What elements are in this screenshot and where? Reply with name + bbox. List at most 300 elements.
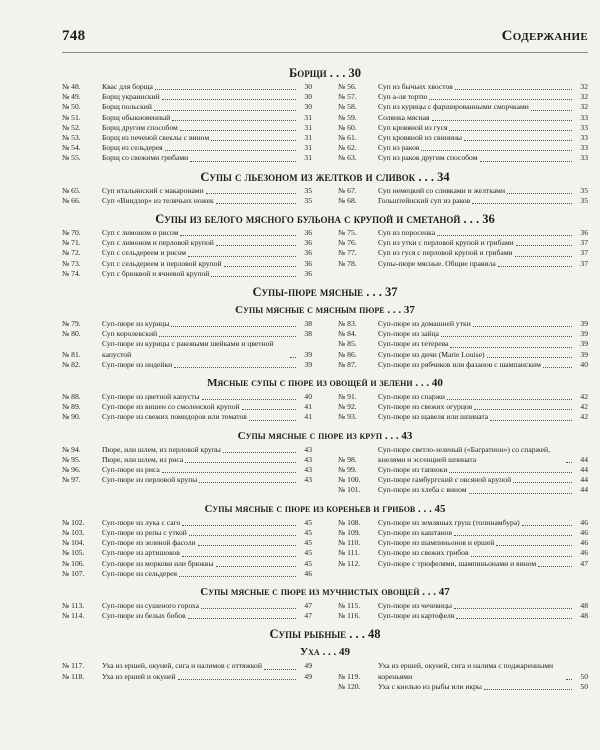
entry-text-wrap bbox=[378, 528, 574, 538]
toc-entry[interactable] bbox=[338, 402, 588, 412]
entry-text-wrap bbox=[102, 475, 298, 485]
dot-leader bbox=[449, 130, 572, 131]
toc-entry[interactable] bbox=[62, 611, 312, 621]
entry-page: 45 bbox=[304, 548, 312, 558]
section-title: Супы с льезоном из желтков и сливок bbox=[200, 169, 416, 184]
entry-title: Суп-пюре из тапиоки bbox=[378, 465, 448, 475]
section-leader: . . . bbox=[412, 377, 432, 390]
entry-page: 31 bbox=[304, 112, 312, 122]
entry-page: 33 bbox=[580, 122, 588, 132]
dot-leader bbox=[487, 357, 573, 358]
dot-leader bbox=[522, 525, 572, 526]
dot-leader bbox=[179, 576, 296, 577]
entry-columns bbox=[62, 186, 588, 206]
section-page: 45 bbox=[434, 502, 446, 515]
entry-page: 39 bbox=[580, 339, 588, 349]
entry-page: 42 bbox=[580, 392, 588, 402]
entry-number: № 57. bbox=[338, 92, 357, 102]
entry-page: 43 bbox=[304, 454, 312, 464]
section-page: 34 bbox=[437, 169, 450, 184]
entry-number: № 76. bbox=[338, 238, 357, 248]
right-column bbox=[338, 186, 588, 206]
dot-leader bbox=[206, 193, 296, 194]
entry-title: Суп а-ля тортю bbox=[378, 92, 428, 102]
entry-page: 47 bbox=[304, 611, 312, 621]
entry-page: 37 bbox=[580, 248, 588, 258]
toc-entry[interactable] bbox=[338, 475, 588, 485]
entry-title: Борщ обыкновенный bbox=[102, 112, 171, 122]
entry-number: № 87. bbox=[338, 359, 357, 369]
toc-entry[interactable] bbox=[338, 248, 588, 258]
entry-columns bbox=[62, 82, 588, 164]
toc-entry[interactable] bbox=[338, 196, 588, 206]
entry-columns bbox=[62, 228, 588, 279]
entry-title: Суп из курицы с фаршированными сморчками bbox=[378, 102, 529, 112]
section-page: 36 bbox=[482, 212, 495, 227]
right-column bbox=[338, 392, 588, 423]
toc-entry[interactable] bbox=[338, 319, 588, 329]
toc-entry[interactable] bbox=[338, 682, 588, 692]
section-title: Уха bbox=[300, 646, 320, 659]
entry-title: Суп с лимоном и перловой крупой bbox=[102, 238, 214, 248]
entry-text-wrap bbox=[378, 82, 574, 92]
dot-leader bbox=[566, 462, 572, 463]
entry-text-wrap bbox=[102, 538, 298, 548]
toc-entry[interactable] bbox=[62, 538, 312, 548]
toc-entry[interactable] bbox=[338, 611, 588, 621]
right-column bbox=[338, 661, 588, 692]
entry-number: № 118. bbox=[62, 671, 85, 681]
toc-entry[interactable] bbox=[62, 259, 312, 269]
section-leader: . . . bbox=[319, 646, 339, 659]
entry-number: № 83. bbox=[338, 319, 357, 329]
section-title: Борщи bbox=[288, 66, 327, 80]
entry-number: № 96. bbox=[62, 465, 81, 475]
entry-title: Суп-пюре из свежих помидоров или томатов bbox=[102, 412, 247, 422]
entry-text-wrap bbox=[378, 661, 574, 681]
toc-entry[interactable] bbox=[62, 196, 312, 206]
entry-title: Суп с лимоном и рисом bbox=[102, 228, 179, 238]
entry-number: № 56. bbox=[338, 82, 357, 91]
entry-number: № 49. bbox=[62, 92, 81, 102]
entry-page: 32 bbox=[580, 102, 588, 112]
entry-text-wrap bbox=[102, 569, 298, 579]
entry-page: 45 bbox=[304, 538, 312, 548]
entry-text-wrap bbox=[102, 133, 298, 143]
entry-page: 35 bbox=[580, 195, 588, 205]
entry-title: Суп-пюре из цветной капусты bbox=[102, 392, 200, 402]
toc-entry[interactable] bbox=[338, 259, 588, 269]
toc-entry[interactable] bbox=[338, 133, 588, 143]
entry-title: Борщ из сельдерея bbox=[102, 143, 163, 153]
entry-text-wrap bbox=[378, 123, 574, 133]
dot-leader bbox=[538, 566, 572, 567]
entry-title: Суп-пюре с трюфелями, шампиньонами и вином bbox=[378, 558, 537, 568]
section-heading bbox=[62, 66, 588, 80]
entry-page: 49 bbox=[304, 661, 312, 671]
left-column bbox=[62, 228, 312, 279]
entry-text-wrap bbox=[102, 559, 298, 569]
toc-entry[interactable] bbox=[62, 153, 312, 163]
entry-number: № 119. bbox=[338, 671, 361, 681]
entry-page: 46 bbox=[304, 568, 312, 578]
toc-entry[interactable] bbox=[62, 82, 312, 92]
dot-leader bbox=[454, 608, 572, 609]
toc-entry[interactable] bbox=[62, 248, 312, 258]
entry-title: Уха из ершей и окуней bbox=[102, 671, 176, 681]
entry-text-wrap bbox=[378, 196, 574, 206]
entry-number: № 77. bbox=[338, 248, 357, 258]
entry-page: 44 bbox=[580, 485, 588, 495]
entry-page: 33 bbox=[580, 112, 588, 122]
dot-leader bbox=[165, 150, 296, 151]
section-leader: . . . bbox=[419, 585, 439, 598]
toc-entry[interactable] bbox=[62, 518, 312, 528]
entry-text-wrap bbox=[102, 339, 298, 359]
entry-number: № 95. bbox=[62, 454, 81, 464]
entry-number: № 106. bbox=[62, 558, 85, 568]
toc-entry[interactable] bbox=[338, 238, 588, 248]
entry-number: № 70. bbox=[62, 228, 81, 238]
entry-columns bbox=[62, 518, 588, 579]
toc-entry[interactable] bbox=[62, 123, 312, 133]
toc-entry[interactable] bbox=[338, 228, 588, 238]
toc-entry[interactable] bbox=[338, 329, 588, 339]
entry-text-wrap bbox=[102, 113, 298, 123]
entry-number: № 103. bbox=[62, 527, 85, 537]
entry-page: 45 bbox=[304, 558, 312, 568]
entry-text-wrap bbox=[102, 259, 298, 269]
dot-leader bbox=[531, 110, 572, 111]
dot-leader bbox=[566, 679, 572, 680]
dot-leader bbox=[437, 235, 572, 236]
toc-entry[interactable] bbox=[62, 455, 312, 465]
toc-entry[interactable] bbox=[62, 329, 312, 339]
dot-leader bbox=[290, 357, 296, 358]
dot-leader bbox=[199, 482, 296, 483]
entry-page: 46 bbox=[580, 548, 588, 558]
dot-leader bbox=[484, 689, 572, 690]
entry-page: 44 bbox=[580, 454, 588, 464]
entry-title: Суп из утки с перловой крупой и грибами bbox=[378, 238, 514, 248]
dot-leader bbox=[432, 120, 572, 121]
entry-number: № 97. bbox=[62, 475, 81, 485]
toc-entry[interactable] bbox=[338, 601, 588, 611]
entry-page: 35 bbox=[304, 195, 312, 205]
section-leader: . . . bbox=[415, 169, 438, 184]
section-page: 40 bbox=[431, 377, 443, 390]
entry-columns bbox=[62, 445, 588, 496]
entry-number: № 50. bbox=[62, 102, 81, 112]
entry-text-wrap bbox=[378, 475, 574, 485]
section-title: Супы мясные с пюре из мучнистых овощей bbox=[200, 585, 420, 598]
entry-page: 36 bbox=[304, 248, 312, 258]
header-rule bbox=[62, 52, 588, 53]
toc-entry[interactable] bbox=[62, 186, 312, 196]
section-leader: . . . bbox=[384, 304, 404, 317]
dot-leader bbox=[450, 347, 572, 348]
entry-page: 43 bbox=[304, 444, 312, 454]
entry-page: 30 bbox=[304, 102, 312, 112]
toc-entry[interactable] bbox=[62, 269, 312, 279]
entry-text-wrap bbox=[102, 238, 298, 248]
dot-leader bbox=[449, 472, 572, 473]
entry-number: № 114. bbox=[62, 611, 85, 621]
section-title: Супы из белого мясного бульона с крупой и сметаной bbox=[155, 212, 461, 227]
entry-number: № 108. bbox=[338, 517, 361, 527]
toc-entry[interactable] bbox=[338, 559, 588, 569]
toc-entry[interactable] bbox=[338, 350, 588, 360]
toc-entry[interactable] bbox=[338, 102, 588, 112]
entry-title: Суп-пюре из шампиньонов и ершей bbox=[378, 538, 495, 548]
toc-entry[interactable] bbox=[338, 153, 588, 163]
dot-leader bbox=[154, 110, 296, 111]
toc-entry[interactable] bbox=[62, 465, 312, 475]
toc-entry[interactable] bbox=[338, 123, 588, 133]
entry-number: № 80. bbox=[62, 329, 81, 339]
toc-entry[interactable] bbox=[62, 528, 312, 538]
toc-entry[interactable] bbox=[338, 548, 588, 558]
entry-page: 45 bbox=[304, 527, 312, 537]
toc-entry[interactable] bbox=[62, 392, 312, 402]
toc-entry[interactable] bbox=[62, 672, 312, 682]
entry-text-wrap bbox=[102, 228, 298, 238]
entry-title: Уха из ершей, окуней, сига и налима с поджаренными кореньями bbox=[378, 661, 554, 681]
entry-page: 31 bbox=[304, 122, 312, 132]
entry-text-wrap bbox=[378, 259, 574, 269]
entry-page: 36 bbox=[304, 228, 312, 238]
entry-title: Борщ из печеной свеклы с вином bbox=[102, 133, 210, 143]
entry-title: Суп-пюре из хлеба с вином bbox=[378, 485, 467, 495]
left-column bbox=[62, 186, 312, 206]
entry-page: 45 bbox=[304, 517, 312, 527]
entry-number: № 102. bbox=[62, 517, 85, 527]
toc-entry[interactable] bbox=[338, 92, 588, 102]
dot-leader bbox=[202, 399, 296, 400]
toc-entry[interactable] bbox=[338, 360, 588, 370]
entry-title: Суп из раков bbox=[378, 143, 420, 153]
entry-text-wrap bbox=[378, 350, 574, 360]
table-of-contents bbox=[62, 64, 588, 698]
toc-entry[interactable] bbox=[62, 339, 312, 359]
entry-title: Уха с кнелью из рыбы или икры bbox=[378, 681, 482, 691]
entry-number: № 58. bbox=[338, 102, 357, 112]
entry-text-wrap bbox=[378, 319, 574, 329]
section-title: Супы мясные с мясным пюре bbox=[235, 304, 385, 317]
toc-entry[interactable] bbox=[338, 465, 588, 475]
entry-number: № 75. bbox=[338, 228, 357, 238]
toc-entry[interactable] bbox=[338, 485, 588, 495]
dot-leader bbox=[180, 130, 296, 131]
dot-leader bbox=[441, 336, 572, 337]
entry-page: 43 bbox=[304, 465, 312, 475]
page-number: 748 bbox=[62, 28, 86, 44]
entry-number: № 86. bbox=[338, 349, 357, 359]
entry-title: Борщ украинский bbox=[102, 92, 160, 102]
dot-leader bbox=[472, 203, 572, 204]
dot-leader bbox=[464, 140, 572, 141]
section-title: Мясные супы с пюре из овощей и зелени bbox=[207, 377, 413, 390]
entry-text-wrap bbox=[378, 113, 574, 123]
entry-page: 37 bbox=[580, 258, 588, 268]
toc-entry[interactable] bbox=[338, 518, 588, 528]
toc-entry[interactable] bbox=[62, 238, 312, 248]
entry-title: Суп-пюре из курицы с раковыми шейками и цветной капустой bbox=[102, 339, 274, 359]
toc-entry[interactable] bbox=[62, 412, 312, 422]
dot-leader bbox=[171, 326, 296, 327]
section-heading bbox=[62, 376, 588, 390]
dot-leader bbox=[185, 462, 296, 463]
entry-title: Суп из поросенка bbox=[378, 228, 436, 238]
entry-title: Суп-пюре из белых бобов bbox=[102, 611, 186, 621]
toc-entry[interactable] bbox=[62, 661, 312, 671]
dot-leader bbox=[507, 193, 572, 194]
section-leader: . . . bbox=[460, 212, 483, 227]
dot-leader bbox=[455, 89, 572, 90]
dot-leader bbox=[454, 535, 572, 536]
toc-entry[interactable] bbox=[62, 360, 312, 370]
toc-entry[interactable] bbox=[338, 143, 588, 153]
entry-title: Суп-пюре из свежих грибов bbox=[378, 548, 469, 558]
entry-title: Суп-пюре из артишоков bbox=[102, 548, 180, 558]
entry-title: Суп из бычьих хвостов bbox=[378, 82, 453, 91]
section-page: 49 bbox=[338, 646, 350, 659]
entry-number: № 66. bbox=[62, 195, 81, 205]
toc-entry[interactable] bbox=[62, 445, 312, 455]
entry-number: № 85. bbox=[338, 339, 357, 349]
dot-leader bbox=[480, 161, 573, 162]
entry-page: 35 bbox=[580, 185, 588, 195]
entry-title: Солянка мясная bbox=[378, 112, 430, 122]
entry-number: № 51. bbox=[62, 112, 81, 122]
entry-page: 49 bbox=[304, 671, 312, 681]
entry-text-wrap bbox=[378, 538, 574, 548]
section-title: Супы рыбные bbox=[269, 627, 347, 642]
dot-leader bbox=[174, 367, 296, 368]
entry-page: 39 bbox=[580, 349, 588, 359]
dot-leader bbox=[447, 399, 572, 400]
section-heading bbox=[62, 585, 588, 599]
dot-leader bbox=[224, 266, 296, 267]
toc-entry[interactable] bbox=[62, 569, 312, 579]
entry-title: Борщ со свежими грибами bbox=[102, 153, 189, 163]
toc-entry[interactable] bbox=[338, 538, 588, 548]
toc-entry[interactable] bbox=[338, 528, 588, 538]
entry-page: 31 bbox=[304, 143, 312, 153]
dot-leader bbox=[474, 409, 572, 410]
dot-leader bbox=[182, 525, 296, 526]
entry-page: 43 bbox=[304, 475, 312, 485]
dot-leader bbox=[249, 420, 296, 421]
toc-entry[interactable] bbox=[338, 661, 588, 681]
entry-number: № 52. bbox=[62, 122, 81, 132]
toc-entry[interactable] bbox=[338, 186, 588, 196]
toc-entry[interactable] bbox=[62, 475, 312, 485]
dot-leader bbox=[172, 120, 296, 121]
dot-leader bbox=[421, 150, 572, 151]
dot-leader bbox=[516, 245, 572, 246]
toc-entry[interactable] bbox=[62, 92, 312, 102]
entry-text-wrap bbox=[378, 402, 574, 412]
toc-entry[interactable] bbox=[338, 412, 588, 422]
entry-page: 30 bbox=[304, 82, 312, 91]
toc-entry[interactable] bbox=[338, 445, 588, 465]
entry-text-wrap bbox=[102, 392, 298, 402]
entry-text-wrap bbox=[102, 102, 298, 112]
section-heading bbox=[62, 212, 588, 226]
entry-number: № 84. bbox=[338, 329, 357, 339]
entry-number: № 105. bbox=[62, 548, 85, 558]
entry-page: 48 bbox=[580, 611, 588, 621]
section-heading bbox=[62, 645, 588, 659]
entry-text-wrap bbox=[378, 133, 574, 143]
running-header: Содержание bbox=[501, 28, 588, 44]
entry-number: № 112. bbox=[338, 558, 361, 568]
entry-page: 40 bbox=[304, 392, 312, 402]
section-title: Супы мясные с пюре из круп bbox=[237, 429, 383, 442]
entry-text-wrap bbox=[102, 611, 298, 621]
dot-leader bbox=[178, 679, 296, 680]
toc-entry[interactable] bbox=[62, 143, 312, 153]
section-page: 30 bbox=[348, 66, 362, 80]
left-column bbox=[62, 445, 312, 496]
toc-entry[interactable] bbox=[338, 82, 588, 92]
entry-text-wrap bbox=[378, 248, 574, 258]
entry-number: № 48. bbox=[62, 82, 81, 91]
entry-number: № 82. bbox=[62, 359, 81, 369]
entry-page: 31 bbox=[304, 133, 312, 143]
entry-text-wrap bbox=[378, 228, 574, 238]
entry-page: 30 bbox=[304, 92, 312, 102]
entry-number: № 115. bbox=[338, 600, 361, 610]
toc-entry[interactable] bbox=[62, 601, 312, 611]
entry-title: Суп-пюре из сельдерея bbox=[102, 568, 178, 578]
entry-number: № 111. bbox=[338, 548, 360, 558]
dot-leader bbox=[490, 420, 572, 421]
toc-entry[interactable] bbox=[338, 113, 588, 123]
toc-entry[interactable] bbox=[62, 548, 312, 558]
right-column bbox=[338, 445, 588, 496]
section-page: 43 bbox=[401, 429, 413, 442]
dot-leader bbox=[180, 235, 296, 236]
toc-entry[interactable] bbox=[62, 113, 312, 123]
entry-title: Суп с брюквой и ячневой крупой bbox=[102, 268, 210, 278]
entry-text-wrap bbox=[378, 186, 574, 196]
dot-leader bbox=[211, 140, 296, 141]
toc-entry[interactable] bbox=[62, 402, 312, 412]
toc-entry[interactable] bbox=[338, 392, 588, 402]
entry-title: Суп-пюре из лука с саго bbox=[102, 517, 181, 527]
entry-text-wrap bbox=[102, 601, 298, 611]
toc-entry[interactable] bbox=[62, 228, 312, 238]
entry-page: 47 bbox=[580, 558, 588, 568]
entry-text-wrap bbox=[102, 528, 298, 538]
entry-text-wrap bbox=[378, 238, 574, 248]
entry-page: 39 bbox=[304, 359, 312, 369]
toc-entry[interactable] bbox=[338, 339, 588, 349]
toc-entry[interactable] bbox=[62, 133, 312, 143]
entry-page: 32 bbox=[580, 82, 588, 91]
entry-number: № 71. bbox=[62, 238, 81, 248]
entry-title: Суп итальянский с макаронами bbox=[102, 185, 204, 195]
entry-number: № 109. bbox=[338, 527, 361, 537]
toc-entry[interactable] bbox=[62, 559, 312, 569]
dot-leader bbox=[216, 566, 296, 567]
dot-leader bbox=[242, 409, 296, 410]
toc-entry[interactable] bbox=[62, 319, 312, 329]
toc-entry[interactable] bbox=[62, 102, 312, 112]
left-column bbox=[62, 601, 312, 621]
